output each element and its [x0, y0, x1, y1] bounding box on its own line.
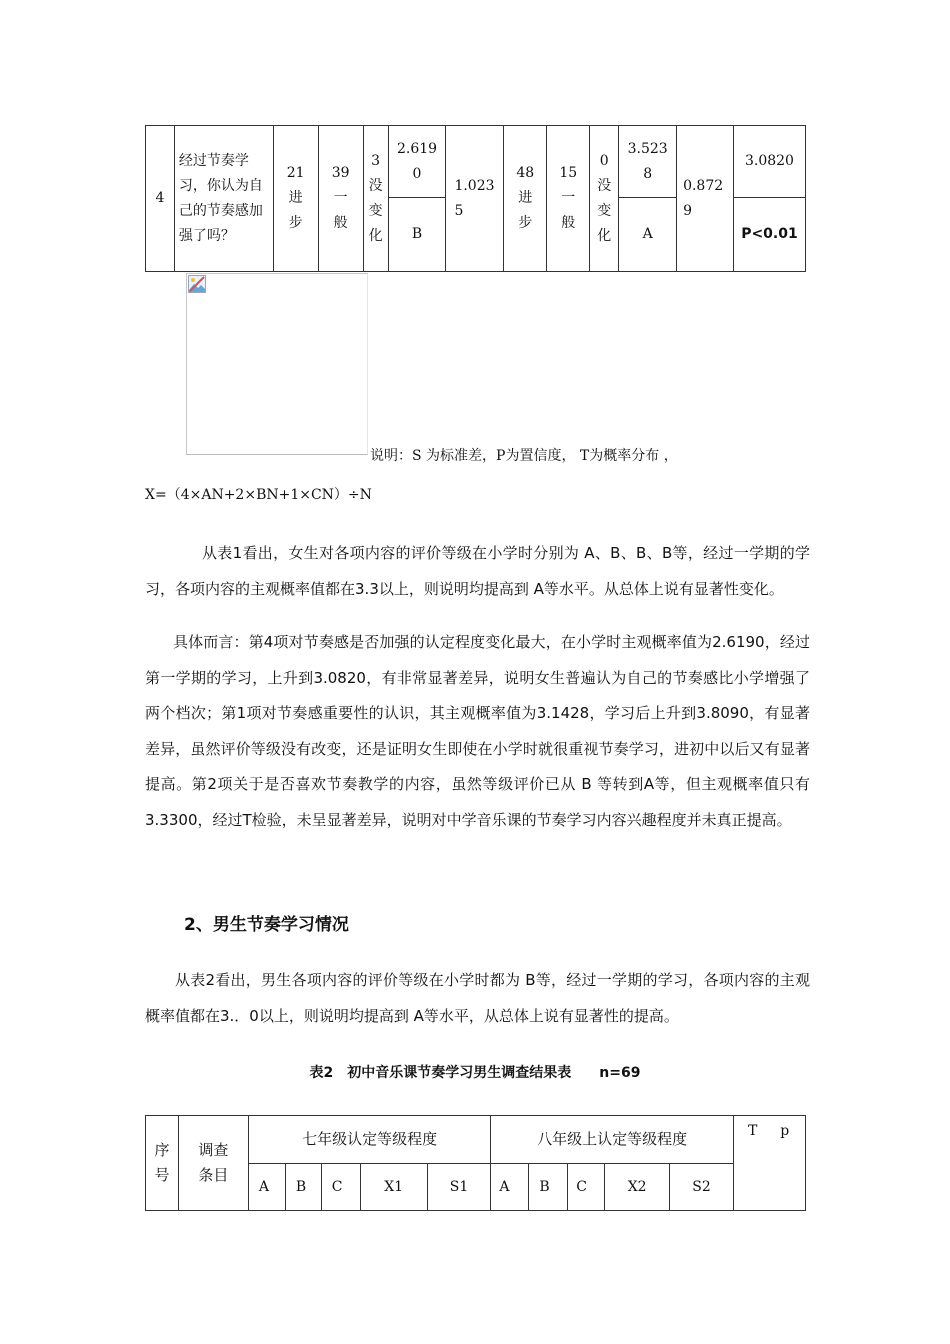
paragraph-2: 具体而言：第4项对节奏感是否加强的认定程度变化最大，在小学时主观概率值为2.6190，经过第一学期的学习，上升到3.0820，有非常显著差异，说明女生普遍认为自己的节奏感比小学增强了两个档次；第1项对节奏感重要性的认识，其主观概率值为3.1428，学习后上升到3.8090，有显著差异，虽然评价等级没有改变，还是证明女生即使在小学时就很重视节奏学习，进初中以后又有显著提高。第2项关于是否喜欢节奏教学的内容，虽然等级评价已从 B 等转到A等，但主观概率值只有3.3300，经过T检验，未呈显著差异，说明对中学音乐课的节奏学习内容兴趣程度并未真正提高。: [145, 633, 810, 829]
header-grade8: 八年级上认定等级程度: [491, 1116, 734, 1164]
sub-b-8: B: [529, 1164, 568, 1211]
sub-s1: S1: [427, 1164, 491, 1211]
sub-x2: X2: [605, 1164, 670, 1211]
g8-b-cell: 15一般: [547, 126, 590, 272]
x2-cell: 3.5238: [619, 126, 677, 198]
table2-caption: 表2 初中音乐课节奏学习男生调查结果表 n=69: [309, 1065, 641, 1081]
table-note: 说明：S 为标准差，P为置信度， T为概率分布 ，: [370, 448, 678, 464]
header-number: 序号: [146, 1116, 179, 1211]
row-number: 4: [146, 126, 175, 272]
sub-a-7: A: [248, 1164, 285, 1211]
sub-x1: X1: [360, 1164, 427, 1211]
g8-a-cell: 48进步: [504, 126, 547, 272]
paragraph-3: 从表2看出，男生各项内容的评价等级在小学时都为 B等，经过一学期的学习，各项内容的主观概率值都在3.．0以上，则说明均提高到 A等水平，从总体上说有显著性的提高。: [145, 971, 810, 1025]
sub-a-8: A: [491, 1164, 529, 1211]
g7-c-cell: 3没变化: [363, 126, 388, 272]
header-t-p: T p: [733, 1116, 805, 1211]
section-heading: 2、男生节奏学习情况: [184, 915, 349, 935]
question-cell: 经过节奏学习，你认为自己的节奏感加强了吗？: [174, 126, 273, 272]
broken-image-icon: [188, 275, 206, 293]
g8-c-cell: 0没变化: [590, 126, 619, 272]
g7-a-cell: 21进步: [273, 126, 318, 272]
header-item: 调查条目: [178, 1116, 248, 1211]
sub-s2: S2: [670, 1164, 734, 1211]
sub-c-8: C: [568, 1164, 605, 1211]
level2-cell: A: [619, 198, 677, 272]
paragraph-1: 从表1看出，女生对各项内容的评价等级在小学时分别为 A、B、B、B等，经过一学期的学习，各项内容的主观概率值都在3.3以上，则说明均提高到 A等水平。从总体上说有显著性变化。: [145, 544, 810, 598]
formula: X=（4×AN+2×BN+1×CN）÷N: [145, 487, 372, 503]
table1: [145, 125, 806, 272]
sub-c-7: C: [321, 1164, 360, 1211]
sub-b-7: B: [285, 1164, 321, 1211]
s1-cell: 1.0235: [446, 126, 504, 272]
table2: [145, 1115, 806, 1211]
s2-cell: 0.8729: [677, 126, 734, 272]
g7-b-cell: 39一般: [318, 126, 363, 272]
level1-cell: B: [388, 198, 446, 272]
header-grade7: 七年级认定等级程度: [248, 1116, 491, 1164]
t-value-cell: 3.0820: [733, 126, 805, 198]
image-placeholder: [186, 273, 368, 455]
x1-cell: 2.6190: [388, 126, 446, 198]
p-value-cell: P<0.01: [733, 198, 805, 272]
